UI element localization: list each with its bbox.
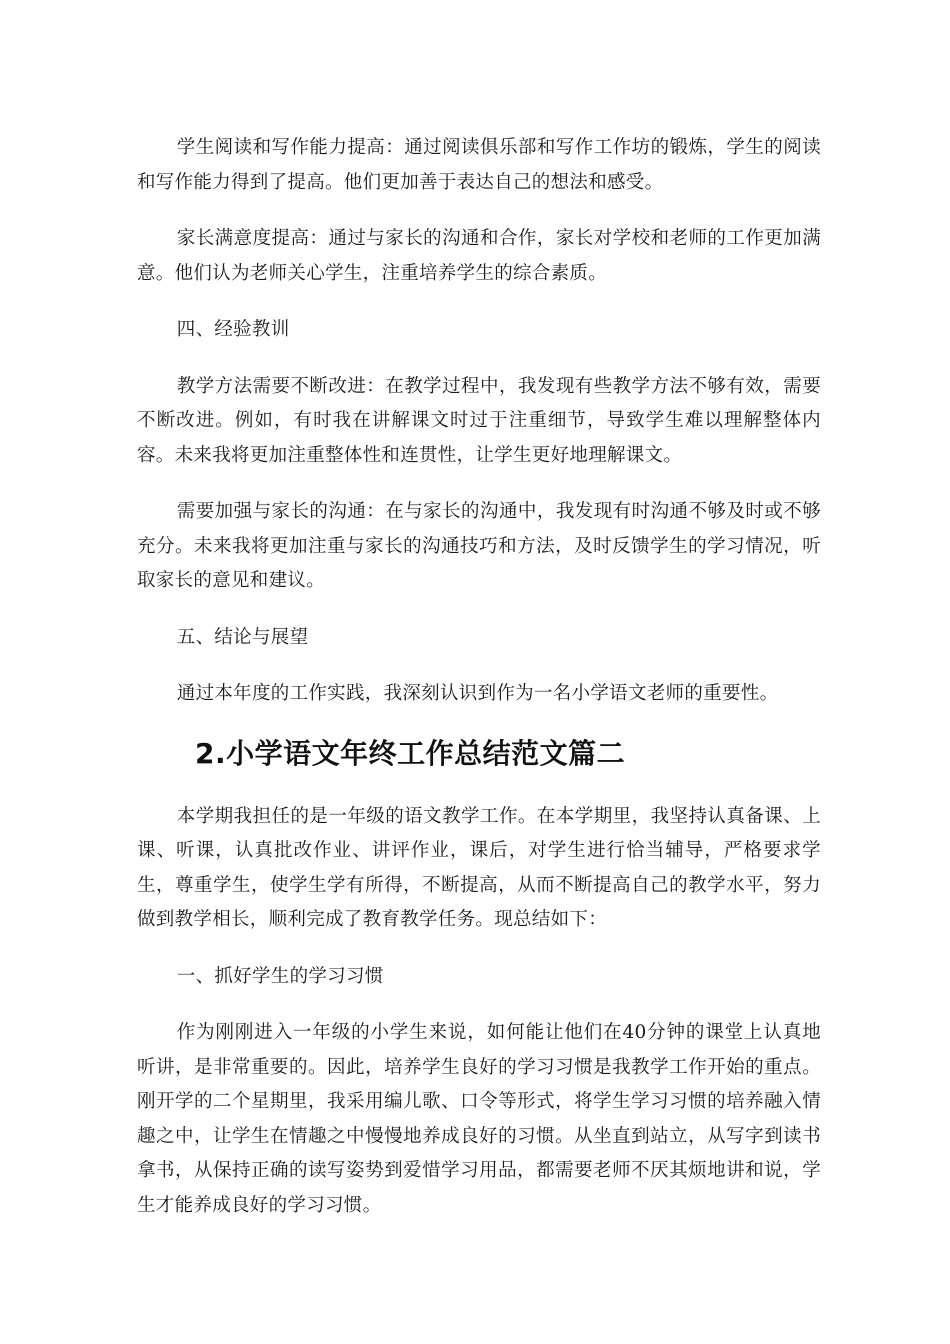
- paragraph-teaching-methods: 教学方法需要不断改进：在教学过程中，我发现有些教学方法不够有效，需要不断改进。例如，有时我在讲解课文时过于注重细节，导致学生难以理解整体内容。未来我将更加注重整体性和连贯性，让学生更好地理解课文。: [137, 375, 821, 466]
- subheading-conclusion: 五、结论与展望: [176, 626, 309, 648]
- subheading-lessons-learned: 四、经验教训: [176, 319, 290, 340]
- paragraph-semester-intro: 本学期我担任的是一年级的语文教学工作。在本学期里，我坚持认真备课、上课、听课，认真批改作业、讲评作业，课后，对学生进行恰当辅导，严格要求学生，尊重学生，使学生学有所得，不断提高，从而不断提高自己的教学水平，努力做到教学相长，顺利完成了教育教学任务。现总结如下：: [137, 805, 821, 930]
- subheading-study-habits: 一、抓好学生的学习习惯: [176, 965, 384, 987]
- paragraph-conclusion: 通过本年度的工作实践，我深刻认识到作为一名小学语文老师的重要性。: [176, 683, 779, 704]
- document-page: [137, 131, 821, 1245]
- paragraph-reading-writing: 学生阅读和写作能力提高：通过阅读俱乐部和写作工作坊的锻炼，学生的阅读和写作能力得到了提高。他们更加善于表达自己的想法和感受。: [137, 137, 821, 193]
- paragraph-parent-satisfaction: 家长满意度提高：通过与家长的沟通和合作，家长对学校和老师的工作更加满意。他们认为老师关心学生，注重培养学生的综合素质。: [137, 228, 821, 284]
- paragraph-parent-communication: 需要加强与家长的沟通：在与家长的沟通中，我发现有时沟通不够及时或不够充分。未来我将更加注重与家长的沟通技巧和方法，及时反馈学生的学习情况，听取家长的意见和建议。: [137, 501, 821, 591]
- paragraph-study-habits: 作为刚刚进入一年级的小学生来说，如何能让他们在40分钟的课堂上认真地听讲，是非常重要的。因此，培养学生良好的学习习惯是我教学工作开始的重点。刚开学的二个星期里，我采用编儿歌、口令等形式，将学生学习习惯的培养融入情趣之中，让学生在情趣之中慢慢地养成良好的习惯。从坐直到站立，从写字到读书拿书，从保持正确的读写姿势到爱惜学习用品，都需要老师不厌其烦地讲和说，学生才能养成良好的学习习惯。: [137, 1022, 821, 1216]
- section-title: 2.小学语文年终工作总结范文篇二: [195, 736, 626, 770]
